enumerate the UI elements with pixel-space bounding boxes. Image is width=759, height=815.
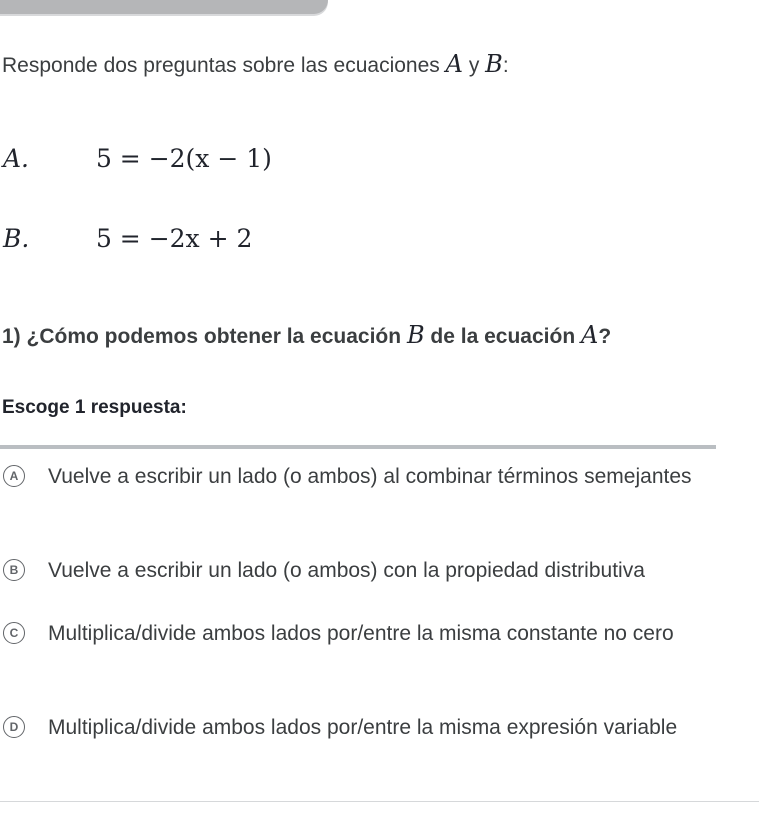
choice-a-radio-icon[interactable]: A [3,465,25,487]
choices-divider-bottom [0,801,759,802]
equation-b-label: B. [3,224,30,253]
question-part1: ¿Cómo podemos obtener la ecuación [26,325,402,348]
answer-instruction: Escoge 1 respuesta: [2,397,187,418]
choice-b[interactable] [0,554,720,587]
prompt-lead: Responde dos preguntas sobre las ecuaciones [2,54,440,77]
prompt-var-a: A [445,50,463,78]
choice-c-text: Multiplica/divide ambos lados por/entre la misma constante no cero [48,622,674,645]
prompt-conjunction: y [468,54,480,77]
choice-a[interactable] [0,460,720,493]
choice-d-text: Multiplica/divide ambos lados por/entre la misma expresión variable [48,716,678,739]
equation-a-label: A. [3,144,30,173]
equation-b-expression: 5 = −2x + 2 [95,224,253,253]
question-part2: de la ecuación [430,325,576,348]
choice-b-text: Vuelve a escribir un lado (o ambos) con la propiedad distributiva [48,559,645,582]
question-var-a: A [581,321,599,349]
choice-c-radio-icon[interactable]: C [3,622,25,644]
question-title [2,321,611,349]
question-number: 1) [2,325,21,348]
choice-b-radio-icon[interactable]: B [3,559,25,581]
choice-d[interactable] [0,711,720,744]
question-end: ? [598,325,612,348]
prompt-colon: : [502,54,509,77]
top-toolbar-edge [0,0,328,14]
choice-d-radio-icon[interactable]: D [3,716,25,738]
prompt-text [2,50,509,78]
question-var-b: B [406,321,425,349]
choices-divider-top [0,445,716,449]
prompt-var-b: B [485,50,503,78]
choice-a-text: Vuelve a escribir un lado (o ambos) al combinar términos semejantes [48,465,692,488]
equation-b [3,224,252,254]
choice-c[interactable] [0,617,720,650]
equation-a-expression: 5 = −2(x − 1) [95,144,272,173]
equation-a [3,144,272,174]
